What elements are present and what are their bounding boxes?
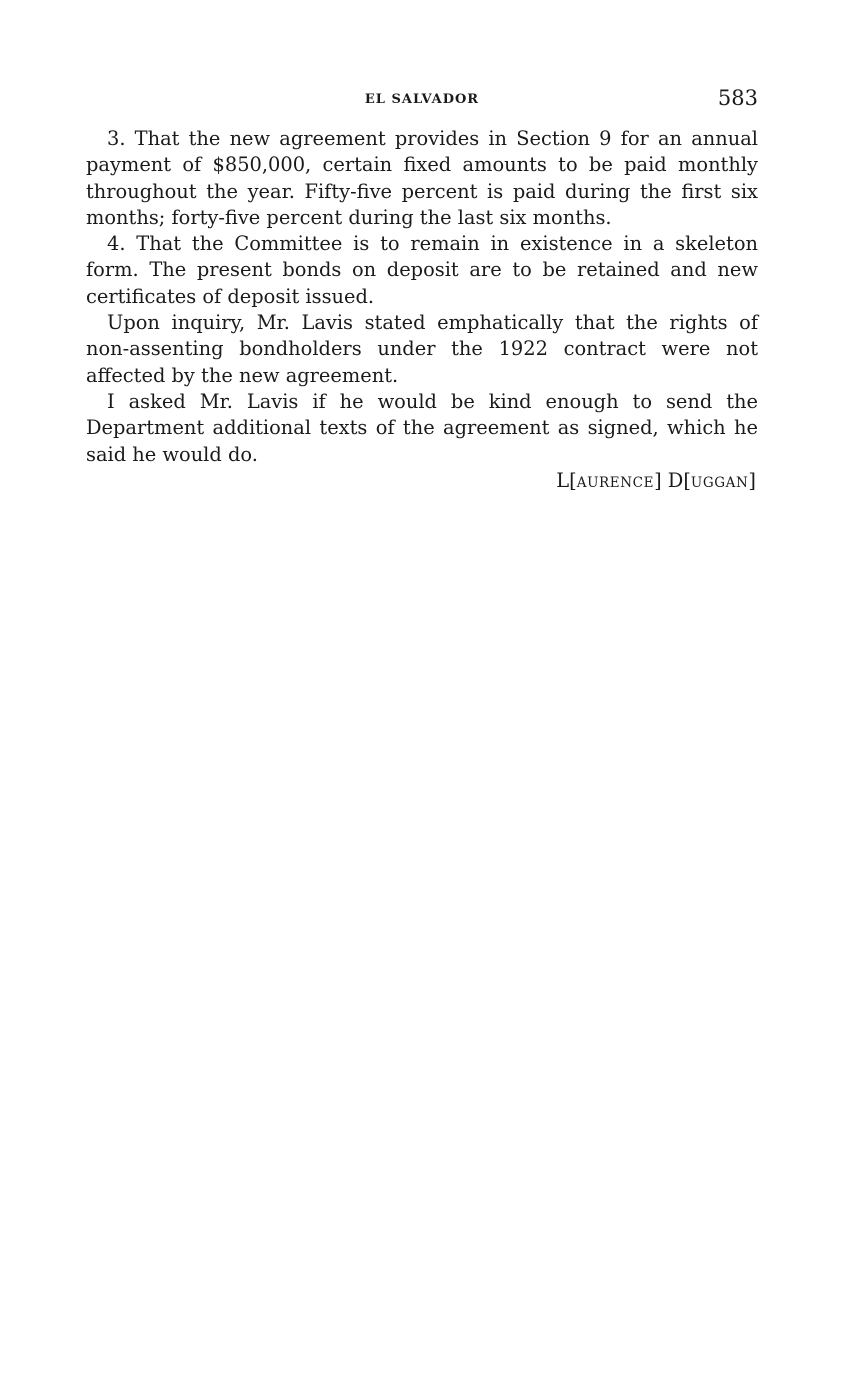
body-text	[86, 126, 758, 468]
paragraph-item-4: 4. That the Committee is to remain in existence in a skeleton form. The present bonds on deposit are to be retained and new certificates of deposit issued.	[86, 232, 758, 308]
signature-middle: ] D[	[654, 468, 691, 492]
paragraph-request: I asked Mr. Lavis if he would be kind enough to send the Department additional texts of the agreement as signed, which he said he would do.	[86, 389, 758, 466]
signature-first-rest: AURENCE	[576, 474, 655, 491]
page-number: 583	[717, 86, 758, 110]
running-head	[86, 86, 758, 116]
running-title: EL SALVADOR	[364, 92, 480, 107]
signature	[86, 468, 758, 496]
paragraph-inquiry: Upon inquiry, Mr. Lavis stated emphatically that the rights of non-assenting bondholders under the 1922 contract were not affected by the new agreement.	[86, 311, 758, 387]
paragraph-item-3: 3. That the new agreement provides in Section 9 for an annual payment of $850,000, certain fixed amounts to be paid monthly throughout the year. Fifty-five percent is paid during the first six months; forty-five percent during the last six months.	[86, 127, 758, 229]
signature-first-initial: L[	[556, 468, 577, 492]
document-page	[86, 86, 758, 496]
signature-last-rest: UGGAN	[690, 474, 749, 491]
signature-end: ]	[748, 468, 756, 492]
